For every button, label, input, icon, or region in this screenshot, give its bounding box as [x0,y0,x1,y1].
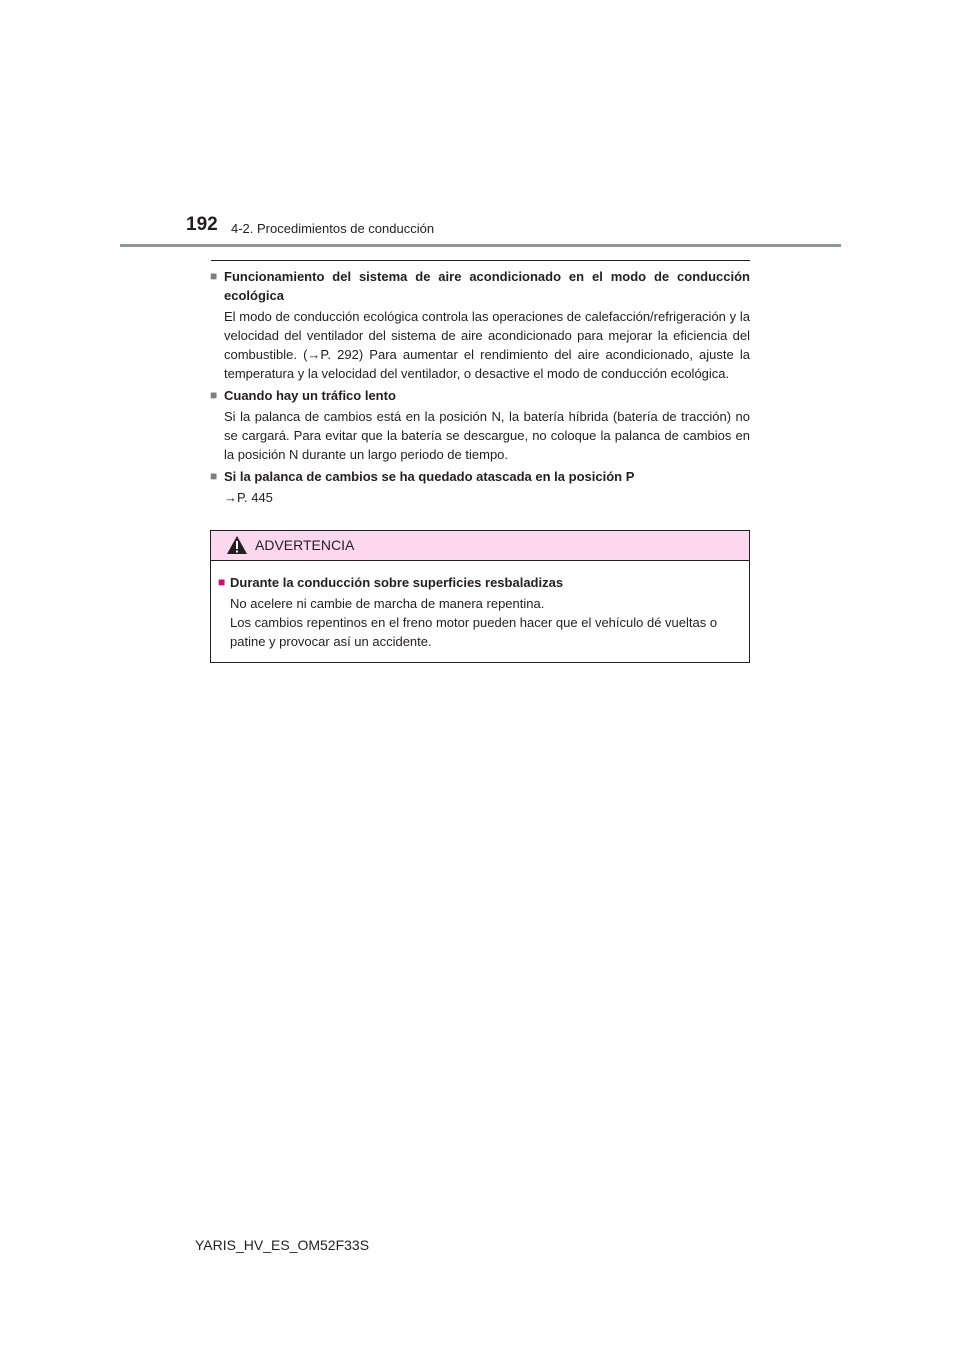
item-heading-text: Si la palanca de cambios se ha quedado atascada en la posición P [224,469,635,484]
warning-heading-text: Durante la conducción sobre superficies resbaladizas [230,575,564,590]
warning-text-line: Los cambios repentinos en el freno motor pueden hacer que el vehículo dé vueltas o patine y provocar así un accidente. [230,615,718,649]
warning-box [210,530,750,663]
square-bullet-icon: ■ [210,269,218,283]
warning-triangle-icon [226,535,248,555]
content-area [210,267,750,510]
warning-header [211,531,749,561]
section-title: 4-2. Procedimientos de conducción [231,221,435,236]
list-item [210,267,750,383]
content-rule [211,260,750,261]
warning-body [211,561,749,651]
page-number: 192 [186,214,218,235]
item-heading [210,386,750,405]
item-heading [210,467,750,486]
list-item [210,386,750,464]
square-bullet-icon: ■ [210,388,218,402]
page-reference-link[interactable]: →P. 445 [224,490,273,505]
square-bullet-icon: ■ [218,575,226,589]
warning-text-line: No acelere ni cambie de marcha de manera repentina. [230,596,545,611]
item-heading-text: Cuando hay un tráfico lento [224,388,396,403]
square-bullet-icon: ■ [210,469,218,483]
item-body: Si la palanca de cambios está en la posición N, la batería híbrida (batería de tracción) no se cargará. Para evitar que la batería se descargue, no coloque la palanca de cambios en la posición N durante un largo periodo de tiempo. [224,409,750,462]
warning-label: ADVERTENCIA [255,537,355,553]
list-item [210,467,750,507]
item-heading [210,267,750,305]
warning-heading [218,573,739,592]
item-heading-text: Funcionamiento del sistema de aire acondicionado en el modo de conducción ecológica [224,269,750,303]
header-rule [120,244,841,247]
document-code: YARIS_HV_ES_OM52F33S [195,1237,370,1253]
item-body: El modo de conducción ecológica controla las operaciones de calefacción/refrigeración y la velocidad del ventilador del sistema de aire acondicionado para mejorar la eficiencia del combustible. (→P. 292) Para aumentar el rendimiento del aire acondicionado, ajuste la temperatura y la velocidad del ventilador, o desactive el modo de conducción ecológica. [224,309,750,381]
